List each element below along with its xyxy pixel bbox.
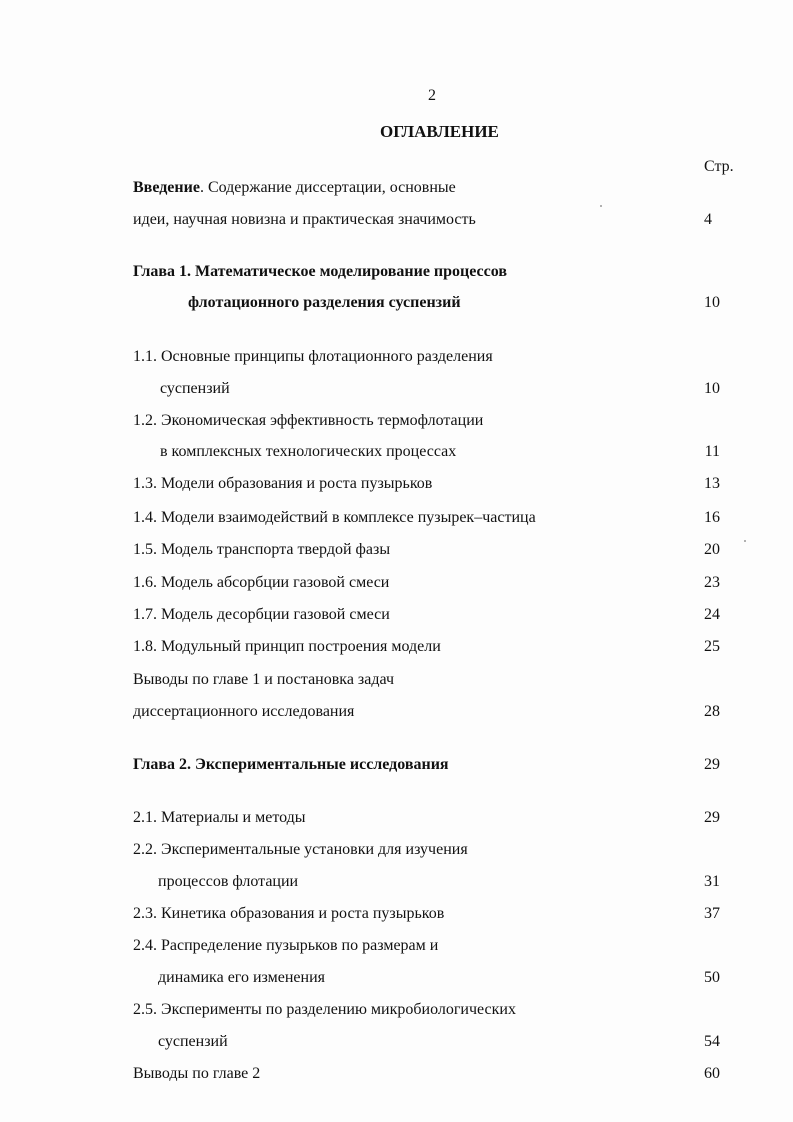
toc-section-1-1-line2: суспензий bbox=[160, 380, 230, 397]
toc-section-2-3: 2.3. Кинетика образования и роста пузырьков bbox=[133, 905, 445, 922]
toc-chapter1-title-line2: флотационного разделения суспензий bbox=[188, 294, 461, 311]
page-number: 2 bbox=[428, 87, 436, 104]
toc-intro-line2: идеи, научная новизна и практическая значимость bbox=[133, 211, 476, 228]
toc-chapter1-title-line1: Глава 1. Математическое моделирование процессов bbox=[133, 263, 507, 280]
toc-section-2-2-line2: процессов флотации bbox=[158, 873, 299, 890]
page-title: ОГЛАВЛЕНИЕ bbox=[380, 122, 499, 141]
toc-section-2-2-page: 31 bbox=[704, 873, 720, 890]
toc-section-1-2-page: 11 bbox=[704, 443, 720, 460]
toc-intro-page: 4 bbox=[704, 211, 712, 228]
toc-section-1-5-page: 20 bbox=[704, 541, 720, 558]
toc-section-2-2-line1: 2.2. Экспериментальные установки для изучения bbox=[133, 841, 468, 858]
toc-intro-line1 bbox=[133, 178, 456, 198]
toc-chapter1-page: 10 bbox=[704, 294, 720, 311]
toc-section-2-1-page: 29 bbox=[704, 809, 720, 826]
toc-section-1-3: 1.3. Модели образования и роста пузырьков bbox=[133, 475, 433, 492]
toc-section-1-8: 1.8. Модульный принцип построения модели bbox=[133, 638, 441, 655]
toc-chapter2-title: Глава 2. Экспериментальные исследования bbox=[133, 756, 449, 773]
toc-section-2-5-page: 54 bbox=[704, 1033, 720, 1050]
toc-section-1-2-line2: в комплексных технологических процессах bbox=[160, 443, 457, 460]
toc-section-1-8-page: 25 bbox=[704, 638, 720, 655]
toc-section-1-6: 1.6. Модель абсорбции газовой смеси bbox=[133, 574, 390, 591]
toc-section-2-5-line1: 2.5. Эксперименты по разделению микробиологических bbox=[133, 1001, 516, 1018]
toc-section-1-4-page: 16 bbox=[704, 509, 720, 526]
toc-chapter2-conclusion: Выводы по главе 2 bbox=[133, 1065, 261, 1082]
scan-speck bbox=[600, 205, 602, 207]
toc-section-1-3-page: 13 bbox=[704, 475, 720, 492]
toc-section-1-6-page: 23 bbox=[704, 574, 720, 591]
toc-chapter1-conclusion-page: 28 bbox=[704, 703, 720, 720]
toc-section-2-4-line2: динамика его изменения bbox=[158, 969, 325, 986]
toc-section-2-3-page: 37 bbox=[704, 905, 720, 922]
toc-chapter1-conclusion-line2: диссертационного исследования bbox=[133, 703, 355, 720]
scan-speck bbox=[744, 540, 746, 542]
page-column-header: Стр. bbox=[704, 158, 734, 175]
toc-section-2-4-line1: 2.4. Распределение пузырьков по размерам и bbox=[133, 937, 439, 954]
toc-intro-label: Введение bbox=[133, 179, 200, 196]
toc-intro-line1-text: . Содержание диссертации, основные bbox=[199, 179, 456, 196]
toc-section-1-2-line1: 1.2. Экономическая эффективность термофлотации bbox=[133, 412, 484, 429]
toc-section-1-4: 1.4. Модели взаимодействий в комплексе пузырек–частица bbox=[133, 509, 536, 526]
toc-section-2-1: 2.1. Материалы и методы bbox=[133, 809, 306, 826]
toc-chapter2-conclusion-page: 60 bbox=[704, 1065, 720, 1082]
toc-chapter2-page: 29 bbox=[704, 756, 720, 773]
toc-section-1-1-page: 10 bbox=[704, 380, 720, 397]
toc-section-1-1-line1: 1.1. Основные принципы флотационного разделения bbox=[133, 348, 493, 365]
toc-section-1-7-page: 24 bbox=[704, 606, 720, 623]
toc-section-1-7: 1.7. Модель десорбции газовой смеси bbox=[133, 606, 390, 623]
toc-section-2-4-page: 50 bbox=[704, 969, 720, 986]
toc-chapter1-conclusion-line1: Выводы по главе 1 и постановка задач bbox=[133, 671, 394, 688]
toc-section-1-5: 1.5. Модель транспорта твердой фазы bbox=[133, 541, 391, 558]
toc-section-2-5-line2: суспензий bbox=[158, 1033, 228, 1050]
